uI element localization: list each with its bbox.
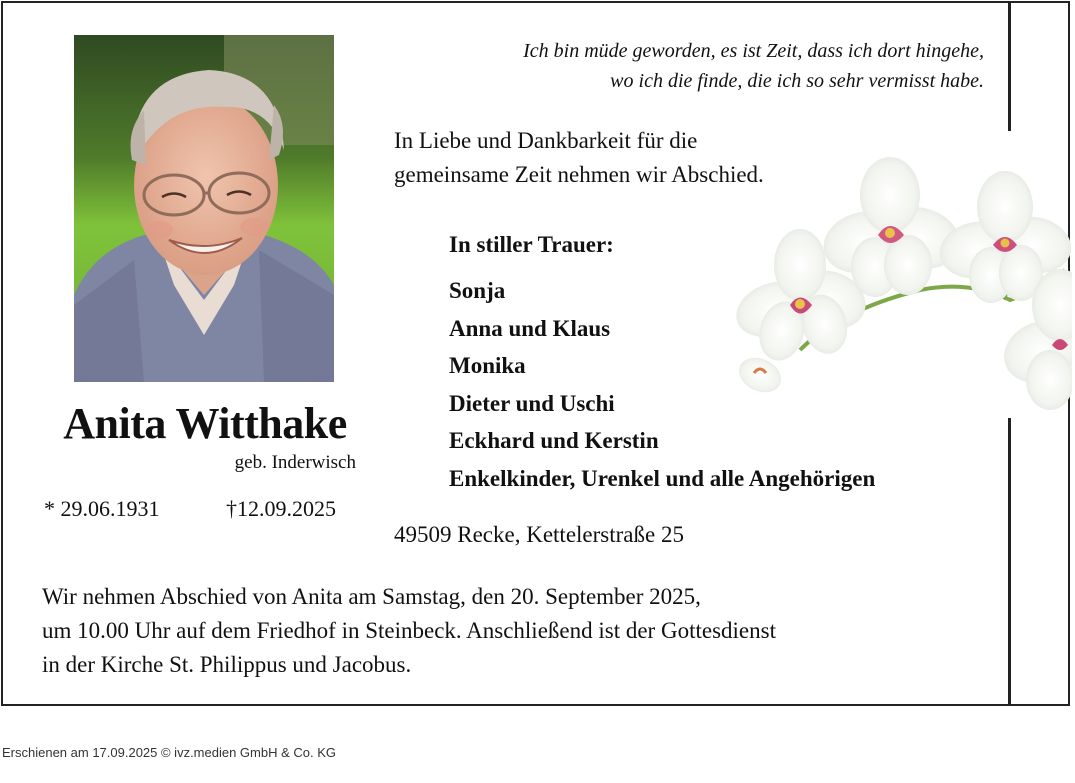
- portrait-photo: [74, 35, 334, 382]
- mourner: Eckhard und Kerstin: [449, 428, 659, 453]
- mourners-heading: In stiller Trauer:: [449, 232, 614, 257]
- intro-line: In Liebe und Dankbarkeit für die: [394, 128, 698, 153]
- notice-line: in der Kirche St. Philippus und Jacobus.: [42, 652, 412, 677]
- death-date: †12.09.2025: [226, 496, 336, 521]
- birth-date: * 29.06.1931: [44, 496, 160, 521]
- frame-divider-bottom: [1008, 418, 1011, 706]
- publication-footer: Erschienen am 17.09.2025 © ivz.medien GmbH & Co. KG: [2, 745, 337, 760]
- intro-line: gemeinsame Zeit nehmen wir Abschied.: [394, 162, 764, 187]
- notice-line: um 10.00 Uhr auf dem Friedhof in Steinbeck. Anschließend ist der Gottesdienst: [42, 618, 776, 643]
- mourner: Anna und Klaus: [449, 315, 611, 341]
- mourner: Sonja: [449, 278, 506, 303]
- maiden-name: geb. Inderwisch: [234, 452, 356, 473]
- mourner: Enkelkinder, Urenkel und alle Angehörigen: [449, 465, 876, 491]
- quote: [440, 36, 984, 96]
- quote-line: Ich bin müde geworden, es ist Zeit, dass ich dort hingehe,: [523, 40, 984, 62]
- mourner: Dieter und Uschi: [449, 390, 615, 416]
- notice-line: Wir nehmen Abschied von Anita am Samstag, den 20. September 2025,: [42, 584, 701, 609]
- funeral-notice: [42, 580, 942, 682]
- quote-line: wo ich die finde, die ich so sehr vermisst habe.: [610, 70, 984, 92]
- family-address: 49509 Recke, Kettelerstraße 25: [394, 522, 684, 547]
- deceased-name: Anita Witthake: [63, 399, 347, 448]
- life-dates: [44, 496, 374, 522]
- mourner: Monika: [449, 353, 526, 378]
- mourners-list: [449, 232, 989, 503]
- frame-divider-top: [1008, 1, 1011, 131]
